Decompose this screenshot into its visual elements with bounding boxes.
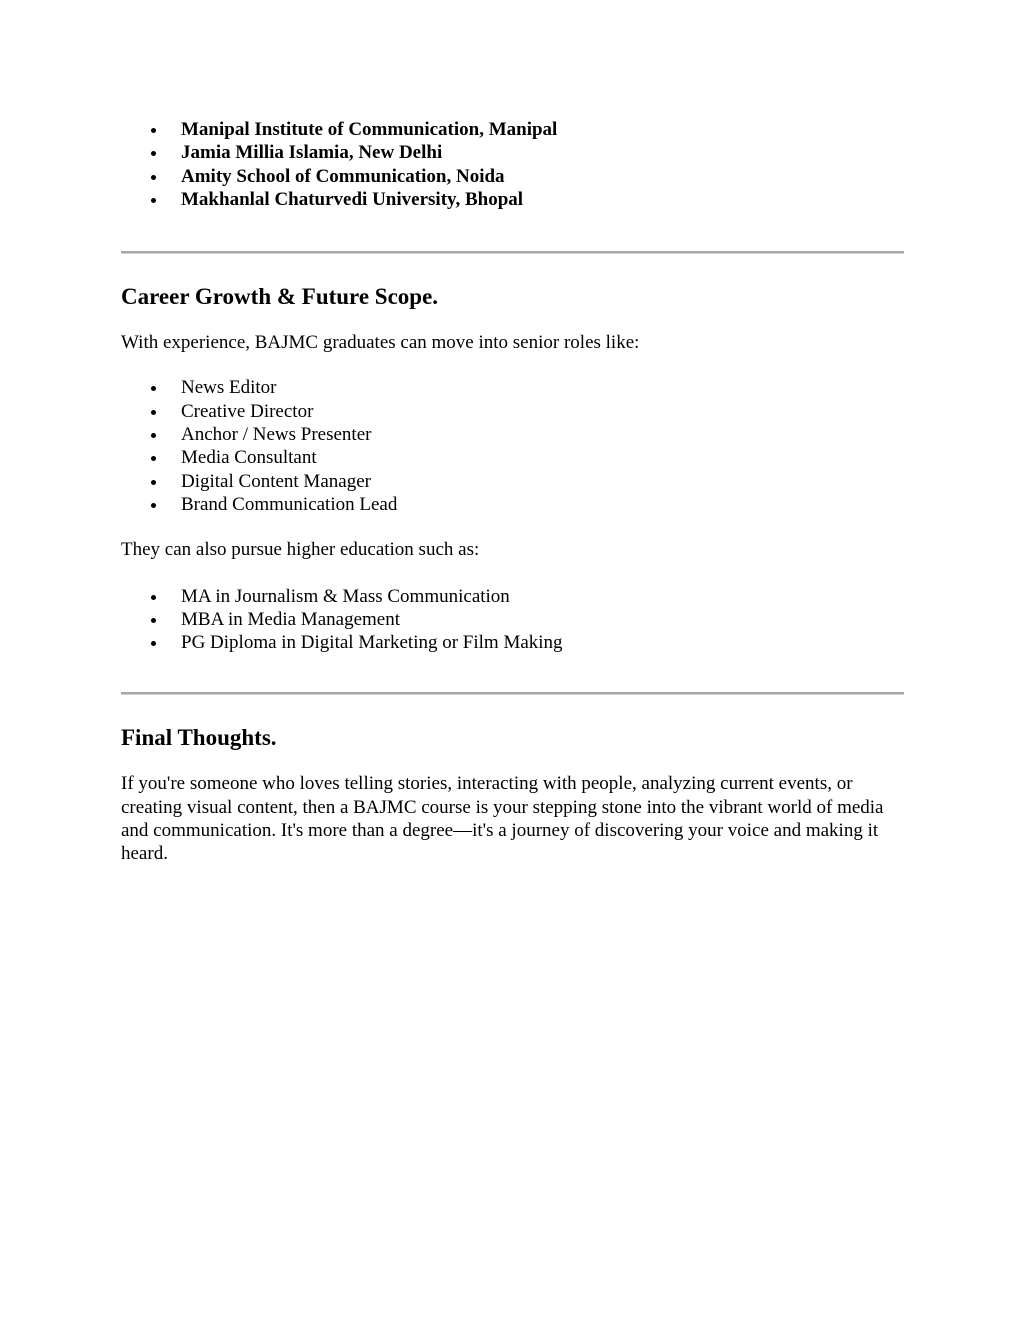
divider (121, 692, 904, 695)
bullet-icon (151, 618, 156, 623)
list-item-text: Media Consultant (181, 447, 317, 469)
list-item-text: Makhanlal Chaturvedi University, Bhopal (181, 188, 524, 210)
list-item-text: Digital Content Manager (181, 470, 371, 492)
list-item (121, 118, 904, 141)
list-item (121, 400, 904, 423)
list-item (121, 608, 904, 631)
list-item-text: Manipal Institute of Communication, Manipal (181, 119, 558, 140)
roles-list (121, 376, 904, 516)
list-item-text: Brand Communication Lead (181, 493, 398, 515)
final-heading: Final Thoughts. (121, 725, 277, 751)
list-item (121, 141, 904, 164)
bullet-icon (151, 456, 156, 461)
list-item (121, 470, 904, 493)
list-item (121, 165, 904, 188)
list-item (121, 631, 904, 654)
higher-education-list (121, 585, 904, 655)
bullet-icon (151, 128, 156, 133)
bullet-icon (151, 503, 156, 508)
bullet-icon (151, 480, 156, 485)
bullet-icon (151, 641, 156, 646)
list-item-text: Amity School of Communication, Noida (181, 165, 505, 187)
list-item-text: MA in Journalism & Mass Communication (181, 585, 510, 607)
bullet-icon (151, 386, 156, 391)
divider (121, 251, 904, 254)
list-item (121, 376, 904, 399)
list-item (121, 423, 904, 446)
bullet-icon (151, 410, 156, 415)
bullet-icon (151, 595, 156, 600)
bullet-icon (151, 175, 156, 180)
institute-list (121, 118, 904, 211)
list-item-text: MBA in Media Management (181, 608, 400, 630)
bullet-icon (151, 433, 156, 438)
document-page (121, 118, 904, 866)
list-item (121, 188, 904, 211)
list-item-text: PG Diploma in Digital Marketing or Film Making (181, 632, 563, 654)
list-item-text: News Editor (181, 377, 277, 399)
final-paragraph: If you're someone who loves telling stories, interacting with people, analyzing current events, or creating visual content, then a BAJMC course is your stepping stone into the vibrant world of media and communication. It's more than a degree—it's a journey of discovering your voice and making it heard. (121, 773, 884, 865)
list-item-text: Anchor / News Presenter (181, 424, 372, 446)
bullet-icon (151, 198, 156, 203)
higher-education-intro: They can also pursue higher education such as: (121, 539, 480, 561)
career-heading: Career Growth & Future Scope. (121, 284, 439, 310)
list-item-text: Creative Director (181, 400, 314, 422)
list-item-text: Jamia Millia Islamia, New Delhi (181, 142, 443, 164)
list-item (121, 493, 904, 516)
list-item (121, 446, 904, 469)
bullet-icon (151, 151, 156, 156)
list-item (121, 585, 904, 608)
career-intro: With experience, BAJMC graduates can move into senior roles like: (121, 332, 640, 354)
